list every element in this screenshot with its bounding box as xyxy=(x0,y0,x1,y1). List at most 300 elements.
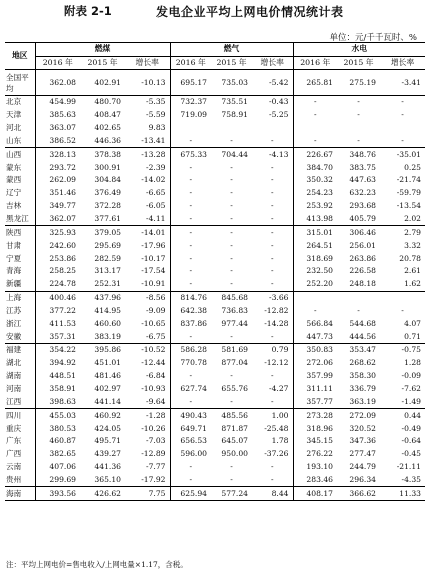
value-cell: -12.44 xyxy=(141,358,166,368)
value-cell xyxy=(170,122,211,135)
region-cell: 云南 xyxy=(6,462,22,472)
value-cell: 448.51 xyxy=(35,370,80,383)
value-cell: - xyxy=(293,135,337,148)
value-cell: 311.11 xyxy=(293,383,337,396)
value-cell: - xyxy=(170,265,211,278)
table-row xyxy=(5,278,425,291)
value-cell: 596.00 xyxy=(170,448,211,461)
region-cell: 重庆 xyxy=(6,423,22,433)
region-cell: 贵州 xyxy=(6,474,22,484)
value-cell: 366.62 xyxy=(337,487,380,501)
table-row xyxy=(5,487,425,501)
value-cell: 2.61 xyxy=(404,266,422,276)
value-cell: 7.75 xyxy=(125,487,170,501)
value-cell: -0.49 xyxy=(401,423,422,433)
value-cell: 400.46 xyxy=(35,291,80,304)
value-cell: - xyxy=(252,226,293,239)
unit-label: 单位：元/千千瓦时、% xyxy=(329,33,417,43)
value-cell: 460.60 xyxy=(94,318,121,328)
value-cell: 845.68 xyxy=(211,291,252,304)
value-cell: - xyxy=(230,175,233,185)
value-cell: - xyxy=(230,240,233,250)
value-cell: - xyxy=(293,96,337,109)
value-cell: 357.77 xyxy=(293,395,337,408)
value-cell: 268.62 xyxy=(349,358,376,368)
subheader-year-2016: 2016 年 xyxy=(35,56,80,70)
table-row xyxy=(5,344,425,357)
value-cell: 345.15 xyxy=(293,435,337,448)
value-cell: 566.84 xyxy=(293,317,337,330)
value-cell: - xyxy=(270,266,274,276)
table-row xyxy=(5,96,425,109)
value-cell: -9.64 xyxy=(146,396,166,406)
table-title-bar xyxy=(0,3,431,21)
value-cell: 380.53 xyxy=(35,422,80,435)
table-body xyxy=(5,70,425,501)
table-row xyxy=(5,357,425,370)
value-cell: - xyxy=(230,396,233,406)
value-cell: 377.61 xyxy=(94,214,121,224)
value-cell: - xyxy=(357,135,360,145)
value-cell: 315.01 xyxy=(293,226,337,239)
value-cell: -6.05 xyxy=(146,201,166,211)
value-cell: - xyxy=(170,239,211,252)
value-cell: 402.91 xyxy=(94,77,121,87)
table-row xyxy=(5,473,425,486)
table-row xyxy=(5,109,425,122)
value-cell: 441.14 xyxy=(94,396,121,406)
region-cell: 天津 xyxy=(6,110,22,120)
value-cell: 272.06 xyxy=(293,357,337,370)
region-cell: 福建 xyxy=(5,344,35,357)
region-cell: 黑龙江 xyxy=(6,214,29,224)
table-row xyxy=(5,265,425,278)
value-cell: -4.13 xyxy=(252,148,293,161)
table-row xyxy=(5,291,425,304)
value-cell: 379.05 xyxy=(80,226,125,239)
value-cell: 0.44 xyxy=(380,409,425,422)
value-cell: -12.82 xyxy=(264,305,289,315)
value-cell: 454.99 xyxy=(35,96,80,109)
region-cell: 四川 xyxy=(5,409,35,422)
table-row xyxy=(5,317,425,330)
value-cell: 405.79 xyxy=(349,214,376,224)
value-cell: 577.24 xyxy=(211,487,252,501)
value-cell: - xyxy=(230,266,233,276)
table-number: 附表 2-1 xyxy=(64,4,112,18)
value-cell: - xyxy=(270,201,274,211)
value-cell: -10.13 xyxy=(141,77,166,87)
value-cell: 402.97 xyxy=(94,383,121,393)
value-cell: - xyxy=(170,187,211,200)
page-title: 发电企业平均上网电价情况统计表 xyxy=(156,5,344,19)
region-cell: 全国平均 xyxy=(6,72,29,93)
value-cell: 272.09 xyxy=(337,409,380,422)
value-cell: 372.28 xyxy=(94,201,121,211)
value-cell: 395.86 xyxy=(80,344,125,357)
value-cell: 347.36 xyxy=(349,436,376,446)
value-cell: -10.91 xyxy=(141,279,166,289)
value-cell: 226.58 xyxy=(349,266,376,276)
header-row-groups xyxy=(5,43,425,57)
value-cell: 273.28 xyxy=(293,409,337,422)
value-cell: 295.69 xyxy=(94,240,121,250)
value-cell: -4.35 xyxy=(401,474,422,484)
value-cell: - xyxy=(170,395,211,408)
value-cell: 354.22 xyxy=(35,344,80,357)
value-cell: 656.53 xyxy=(170,435,211,448)
value-cell: 383.19 xyxy=(94,331,121,341)
value-cell: 481.46 xyxy=(94,371,121,381)
value-cell: - xyxy=(230,188,233,198)
value-cell: - xyxy=(270,462,274,472)
value-cell: 252.20 xyxy=(293,278,337,291)
table-row xyxy=(5,252,425,265)
value-cell: 460.92 xyxy=(80,409,125,422)
value-cell xyxy=(252,122,293,135)
value-cell: 437.96 xyxy=(80,291,125,304)
value-cell: - xyxy=(357,110,360,120)
value-cell: 363.19 xyxy=(349,396,376,406)
value-cell: 300.91 xyxy=(94,162,121,172)
region-cell: 河南 xyxy=(6,383,22,393)
value-cell: 336.79 xyxy=(349,383,376,393)
value-cell: - xyxy=(170,473,211,486)
value-cell: 732.37 xyxy=(170,96,211,109)
value-cell: 447.73 xyxy=(293,330,337,343)
value-cell: - xyxy=(230,331,233,341)
table-row xyxy=(5,122,425,135)
value-cell: -17.96 xyxy=(141,240,166,250)
value-cell: 262.09 xyxy=(35,174,80,187)
table-row xyxy=(5,174,425,187)
value-cell: 439.27 xyxy=(94,449,121,459)
value-cell: 758.91 xyxy=(221,110,248,120)
value-cell: -9.09 xyxy=(146,305,166,315)
value-cell: -3.66 xyxy=(252,291,293,304)
table-row xyxy=(5,70,425,96)
value-cell: 407.06 xyxy=(35,461,80,474)
value-cell: 320.52 xyxy=(349,423,376,433)
value-cell: - xyxy=(170,370,211,383)
value-cell: -59.79 xyxy=(396,188,422,198)
region-cell: 蒙东 xyxy=(6,162,22,172)
value-cell: -4.11 xyxy=(146,214,166,224)
value-cell: 455.03 xyxy=(35,409,80,422)
value-cell xyxy=(380,291,425,304)
region-cell: 江苏 xyxy=(6,305,22,315)
value-cell: 675.33 xyxy=(170,148,211,161)
value-cell: 248.18 xyxy=(349,279,376,289)
region-cell: 甘肃 xyxy=(6,240,22,250)
value-cell: 649.71 xyxy=(170,422,211,435)
value-cell: -21.74 xyxy=(396,175,422,185)
value-cell: -10.26 xyxy=(141,423,166,433)
value-cell: 495.71 xyxy=(94,436,121,446)
value-cell: 950.00 xyxy=(221,449,248,459)
value-cell: 276.22 xyxy=(293,448,337,461)
value-cell: 253.86 xyxy=(35,252,80,265)
value-cell: 394.92 xyxy=(35,357,80,370)
value-cell: 408.17 xyxy=(293,487,337,501)
value-cell: 244.79 xyxy=(349,462,376,472)
value-cell: -37.26 xyxy=(264,449,289,459)
value-cell: -0.64 xyxy=(401,436,422,446)
value-cell: -12.12 xyxy=(264,358,289,368)
value-cell: - xyxy=(270,331,274,341)
table-row xyxy=(5,435,425,448)
region-header: 地区 xyxy=(5,43,35,70)
value-cell: 328.13 xyxy=(35,148,80,161)
value-cell: -14.01 xyxy=(125,226,170,239)
value-cell: 254.23 xyxy=(293,187,337,200)
value-cell: - xyxy=(170,461,211,474)
value-cell: 252.31 xyxy=(94,279,121,289)
value-cell: 353.47 xyxy=(337,344,380,357)
header-row-sub xyxy=(5,56,425,70)
value-cell: - xyxy=(230,371,233,381)
value-cell: - xyxy=(293,305,337,318)
value-cell: - xyxy=(270,371,274,381)
table-row xyxy=(5,422,425,435)
value-cell: 306.46 xyxy=(337,226,380,239)
value-cell: - xyxy=(401,135,404,145)
value-cell: 193.10 xyxy=(293,461,337,474)
value-cell: 2.79 xyxy=(380,226,425,239)
value-cell: 426.62 xyxy=(80,487,125,501)
value-cell: 242.60 xyxy=(35,239,80,252)
value-cell: 736.83 xyxy=(221,305,248,315)
value-cell: 735.03 xyxy=(221,77,248,87)
value-cell: 586.28 xyxy=(170,344,211,357)
region-cell: 浙江 xyxy=(6,318,22,328)
group-header-gas: 燃气 xyxy=(170,43,293,57)
value-cell: 293.68 xyxy=(349,201,376,211)
value-cell: 362.07 xyxy=(35,213,80,226)
value-cell xyxy=(337,122,380,135)
table-row xyxy=(5,226,425,239)
value-cell: 581.69 xyxy=(211,344,252,357)
value-cell: 2.02 xyxy=(404,214,422,224)
region-cell: 广西 xyxy=(6,449,22,459)
value-cell: 735.51 xyxy=(211,96,252,109)
region-cell: 上海 xyxy=(5,291,35,304)
value-cell: -7.03 xyxy=(146,436,166,446)
value-cell: 224.78 xyxy=(35,278,80,291)
value-cell: 398.63 xyxy=(35,395,80,408)
value-cell: 480.70 xyxy=(80,96,125,109)
table-row xyxy=(5,370,425,383)
value-cell: -1.49 xyxy=(401,396,422,406)
value-cell: 11.33 xyxy=(380,487,425,501)
value-cell: - xyxy=(230,214,233,224)
table-row xyxy=(5,161,425,174)
value-cell: - xyxy=(380,96,425,109)
value-cell: -13.54 xyxy=(396,201,422,211)
region-cell: 吉林 xyxy=(6,201,22,211)
group-header-hydro: 水电 xyxy=(293,43,425,57)
value-cell: 296.34 xyxy=(349,474,376,484)
value-cell: 232.50 xyxy=(293,265,337,278)
value-cell: 258.25 xyxy=(35,265,80,278)
subheader-growth: 增长率 xyxy=(125,56,170,70)
value-cell: 376.49 xyxy=(94,188,121,198)
value-cell: - xyxy=(401,110,404,120)
value-cell: 695.17 xyxy=(170,70,211,96)
value-cell: 377.22 xyxy=(35,305,80,318)
value-cell: -21.11 xyxy=(396,462,422,472)
value-cell: -6.65 xyxy=(146,188,166,198)
value-cell: - xyxy=(230,253,233,263)
region-cell: 陕西 xyxy=(5,226,35,239)
value-cell: 9.83 xyxy=(148,123,166,133)
value-cell: 293.72 xyxy=(35,161,80,174)
region-cell: 蒙西 xyxy=(6,175,22,185)
value-cell: -10.17 xyxy=(141,253,166,263)
value-cell: 490.43 xyxy=(170,409,211,422)
value-cell: 299.69 xyxy=(35,473,80,486)
value-cell: 632.23 xyxy=(349,188,376,198)
region-cell: 湖北 xyxy=(6,358,22,368)
table-row xyxy=(5,395,425,408)
value-cell: -5.25 xyxy=(269,110,289,120)
value-cell: - xyxy=(170,330,211,343)
value-cell: 393.56 xyxy=(35,487,80,501)
value-cell xyxy=(380,122,425,135)
value-cell: - xyxy=(170,252,211,265)
table-row xyxy=(5,187,425,200)
value-cell: 325.93 xyxy=(35,226,80,239)
value-cell: 265.81 xyxy=(293,70,337,96)
subheader-year-2016: 2016 年 xyxy=(293,56,337,70)
table-row xyxy=(5,239,425,252)
region-cell: 青海 xyxy=(6,266,22,276)
value-cell: 386.52 xyxy=(35,135,80,148)
value-cell: - xyxy=(270,396,274,406)
value-cell: -17.54 xyxy=(141,266,166,276)
value-cell: - xyxy=(170,213,211,226)
value-cell: -7.62 xyxy=(401,383,422,393)
value-cell: 357.31 xyxy=(35,330,80,343)
value-cell: 264.51 xyxy=(293,239,337,252)
value-cell: 413.98 xyxy=(293,213,337,226)
value-cell: 282.59 xyxy=(94,253,121,263)
value-cell xyxy=(293,122,337,135)
value-cell: 363.07 xyxy=(35,122,80,135)
value-cell: 485.56 xyxy=(211,409,252,422)
value-cell: -3.41 xyxy=(401,77,422,87)
table-row xyxy=(5,383,425,396)
value-cell: - xyxy=(170,226,211,239)
value-cell: 627.74 xyxy=(170,383,211,396)
value-cell: 283.46 xyxy=(293,473,337,486)
value-cell: 349.77 xyxy=(35,200,80,213)
value-cell: - xyxy=(270,188,274,198)
value-cell: 275.19 xyxy=(349,77,376,87)
table-row xyxy=(5,213,425,226)
value-cell: 446.36 xyxy=(94,135,121,145)
value-cell: 444.56 xyxy=(349,331,376,341)
value-cell: 304.84 xyxy=(94,175,121,185)
value-cell: - xyxy=(337,96,380,109)
value-cell: - xyxy=(270,135,274,145)
value-cell: 4.07 xyxy=(404,318,422,328)
subheader-year-2016: 2016 年 xyxy=(170,56,211,70)
value-cell: -12.89 xyxy=(141,449,166,459)
value-cell: - xyxy=(170,135,211,148)
value-cell: 348.76 xyxy=(337,148,380,161)
value-cell: 378.38 xyxy=(80,148,125,161)
value-cell: 402.65 xyxy=(94,123,121,133)
value-cell: 447.63 xyxy=(349,175,376,185)
table-row xyxy=(5,330,425,343)
value-cell: 0.71 xyxy=(404,331,422,341)
value-cell: -0.09 xyxy=(401,371,422,381)
value-cell: 256.01 xyxy=(349,240,376,250)
value-cell: 719.09 xyxy=(170,109,211,122)
value-cell: - xyxy=(270,253,274,263)
value-cell: -5.59 xyxy=(146,110,166,120)
table-row xyxy=(5,200,425,213)
subheader-year-2015: 2015 年 xyxy=(337,56,380,70)
value-cell: 770.78 xyxy=(170,357,211,370)
value-cell: - xyxy=(270,474,274,484)
subheader-year-2015: 2015 年 xyxy=(80,56,125,70)
value-cell: - xyxy=(230,162,233,172)
value-cell: 20.78 xyxy=(399,253,422,263)
value-cell: - xyxy=(230,279,233,289)
region-cell: 湖南 xyxy=(6,371,22,381)
value-cell: - xyxy=(170,161,211,174)
value-cell: -6.84 xyxy=(146,371,166,381)
value-cell: 704.44 xyxy=(211,148,252,161)
value-cell: 871.87 xyxy=(221,423,248,433)
value-cell: 414.95 xyxy=(94,305,121,315)
value-cell: -4.27 xyxy=(269,383,289,393)
value-cell: -0.45 xyxy=(401,449,422,459)
value-cell: -5.42 xyxy=(269,77,289,87)
value-cell: 383.75 xyxy=(349,162,376,172)
value-cell: 226.67 xyxy=(293,148,337,161)
region-cell: 新疆 xyxy=(6,279,22,289)
table-row xyxy=(5,305,425,318)
value-cell: 384.70 xyxy=(293,161,337,174)
value-cell: - xyxy=(211,226,252,239)
region-cell: 宁夏 xyxy=(6,253,22,263)
value-cell: -0.75 xyxy=(380,344,425,357)
table-row xyxy=(5,409,425,422)
value-cell: -10.52 xyxy=(125,344,170,357)
value-cell xyxy=(337,291,380,304)
value-cell: 253.92 xyxy=(293,200,337,213)
value-cell: 642.38 xyxy=(170,305,211,318)
value-cell: 357.99 xyxy=(293,370,337,383)
table-row xyxy=(5,461,425,474)
value-cell: 451.01 xyxy=(94,358,121,368)
value-cell: 625.94 xyxy=(170,487,211,501)
value-cell xyxy=(211,122,252,135)
value-cell: 358.30 xyxy=(349,371,376,381)
value-cell: - xyxy=(270,240,274,250)
value-cell: 365.10 xyxy=(94,474,121,484)
table-row xyxy=(5,448,425,461)
value-cell: 318.69 xyxy=(293,252,337,265)
value-cell: -2.39 xyxy=(146,162,166,172)
region-cell: 北京 xyxy=(5,96,35,109)
subheader-growth: 增长率 xyxy=(380,56,425,70)
region-cell: 广东 xyxy=(6,436,22,446)
value-cell: 1.78 xyxy=(271,436,289,446)
